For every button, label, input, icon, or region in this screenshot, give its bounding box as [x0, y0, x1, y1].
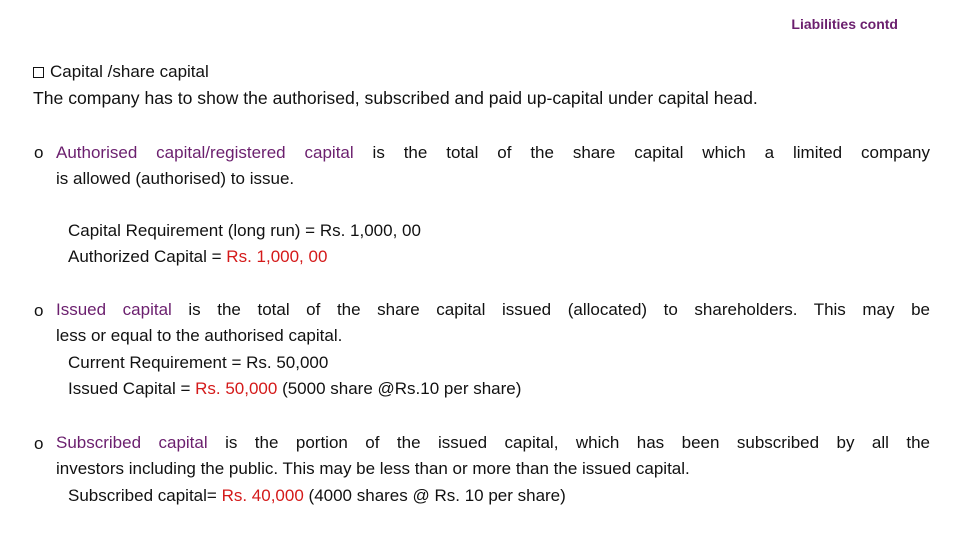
authorised-example-label: Authorized Capital =: [68, 247, 227, 266]
section-intro: The company has to show the authorised, subscribed and paid up-capital under capital head.: [33, 88, 758, 108]
subscribed-example-label: Subscribed capital=: [68, 486, 222, 505]
subscribed-line1-rest: is the portion of the issued capital, which has been subscribed by all the: [207, 433, 930, 452]
issued-example-note: (5000 share @Rs.10 per share): [277, 379, 522, 398]
issued-line1-rest: is the total of the share capital issued (allocated) to shareholders. This may be: [171, 300, 930, 319]
circle-o-icon: o: [34, 434, 44, 453]
authorised-line1-rest: is the total of the share capital which a limited company: [353, 143, 930, 162]
issued-example-value: Rs. 50,000: [195, 379, 278, 398]
authorised-example-1: Capital Requirement (long run) = Rs. 1,000, 00: [68, 221, 421, 240]
circle-o-icon: o: [34, 143, 44, 162]
authorised-example-value: Rs. 1,000, 00: [226, 247, 328, 266]
authorised-line1: [56, 140, 930, 166]
issued-term: Issued capital: [56, 300, 172, 319]
section-heading: [33, 61, 209, 83]
issued-example-2: [68, 378, 521, 400]
issued-line2: less or equal to the authorised capital.: [56, 326, 343, 345]
subscribed-example-value: Rs. 40,000: [221, 486, 304, 505]
subscribed-term: Subscribed capital: [56, 433, 208, 452]
authorised-example-2: [68, 246, 327, 268]
checkbox-icon: [33, 67, 44, 78]
authorised-term: Authorised capital/registered capital: [56, 143, 354, 162]
authorised-line2: is allowed (authorised) to issue.: [56, 169, 295, 188]
section-heading-text: Capital /share capital: [50, 62, 209, 81]
subscribed-example-note: (4000 shares @ Rs. 10 per share): [303, 486, 566, 505]
issued-example-1: Current Requirement = Rs. 50,000: [68, 353, 329, 372]
issued-example-label: Issued Capital =: [68, 379, 196, 398]
subscribed-line1: [56, 430, 930, 456]
issued-line1: [56, 297, 930, 323]
circle-o-icon: o: [34, 301, 44, 320]
subscribed-example-1: [68, 485, 566, 507]
slide-header-title: Liabilities contd: [791, 16, 898, 32]
subscribed-line2: investors including the public. This may be less than or more than the issued capital.: [56, 459, 690, 478]
